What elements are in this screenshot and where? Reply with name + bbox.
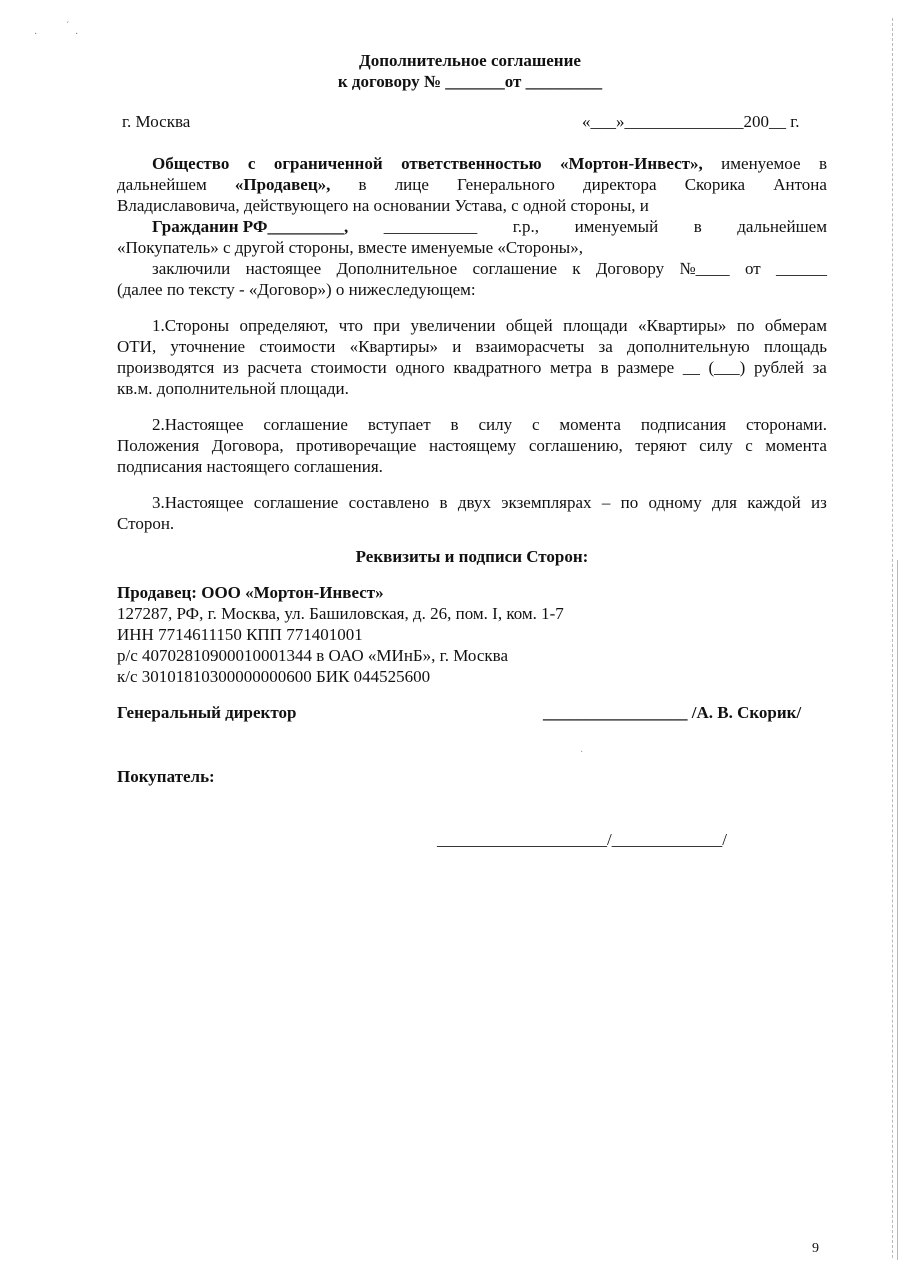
word: для <box>711 493 737 512</box>
seller-heading: Продавец: ООО «Мортон-Инвест» <box>117 583 384 602</box>
word: дальнейшем <box>117 175 207 194</box>
word: увеличении <box>410 316 496 335</box>
word: производятся <box>117 358 215 377</box>
word: одного <box>395 358 445 377</box>
clause-3-line-2: Сторон. <box>117 514 175 533</box>
clause-1-line-3 <box>117 357 827 378</box>
word: силу <box>478 415 513 434</box>
city: г. Москва <box>122 112 191 131</box>
scan-speck: · <box>75 29 79 40</box>
word: стоимости <box>310 358 387 377</box>
concluded-line-1 <box>152 258 827 279</box>
parties-line-1 <box>152 153 827 174</box>
word: с <box>745 436 753 455</box>
word: ограниченной <box>273 154 383 173</box>
word: квадратного <box>453 358 542 377</box>
word: составлено <box>348 493 430 512</box>
scan-edge-line <box>891 18 893 1258</box>
word: из <box>222 358 239 377</box>
parties-line-3: Владиславовича, действующего на основании Устава, с одной стороны, и <box>117 196 649 215</box>
word: Договора, <box>211 436 284 455</box>
word: 1.Стороны <box>152 316 230 335</box>
word: одному <box>648 493 702 512</box>
word: настоящему <box>428 436 517 455</box>
word: размере <box>617 358 675 377</box>
word: Положения <box>117 436 200 455</box>
word: метра <box>549 358 592 377</box>
word: вступает <box>367 415 431 434</box>
word: момента <box>765 436 827 455</box>
word: за <box>812 358 827 377</box>
seller-address: 127287, РФ, г. Москва, ул. Башиловская, д. 26, пом. I, ком. 1-7 <box>117 604 564 623</box>
agreement-date: «___»______________200__ г. <box>582 112 800 131</box>
buyer-citizen: Гражданин РФ_________, <box>152 217 349 236</box>
word: в <box>693 217 702 236</box>
word: силу <box>699 436 733 455</box>
word: рублей <box>754 358 804 377</box>
concluded-line-2: (далее по тексту - «Договор») о нижеследующем: <box>117 280 476 299</box>
word: соглашение <box>472 259 557 278</box>
word: Генерального <box>457 175 555 194</box>
scan-speck: · <box>34 29 38 40</box>
word: лице <box>394 175 429 194</box>
word: соглашение <box>253 493 339 512</box>
word: общей <box>505 316 553 335</box>
word: в <box>439 493 448 512</box>
word: и <box>452 337 462 356</box>
word: соглашение <box>263 415 348 434</box>
word: ОТИ, <box>117 337 157 356</box>
word: при <box>373 316 401 335</box>
word: противоречащие <box>296 436 417 455</box>
word: 3.Настоящее <box>152 493 244 512</box>
seller-inn-kpp: ИНН 7714611150 КПП 771401001 <box>117 625 363 644</box>
word: что <box>338 316 363 335</box>
scan-edge-line-right <box>897 560 898 1260</box>
blank-field: (___) <box>708 358 746 377</box>
word: директора <box>582 175 657 194</box>
word: заключили <box>152 259 231 278</box>
buyer-signature-line: ____________________/_____________/ <box>437 830 727 849</box>
clause-2-line-1 <box>152 414 827 435</box>
buyer-line-2 <box>117 237 583 258</box>
word: Дополнительное <box>336 259 458 278</box>
blank-field: ___________ <box>383 217 478 236</box>
word: за <box>598 337 613 356</box>
word: сторонами. <box>746 415 827 434</box>
word: теряют <box>635 436 687 455</box>
seller-term: «Продавец», <box>234 175 331 194</box>
word: к <box>572 259 581 278</box>
word: каждой <box>747 493 801 512</box>
word: соглашению, <box>528 436 623 455</box>
word: в <box>600 358 609 377</box>
clause-3-line-1 <box>152 492 827 513</box>
seller-account: р/с 40702810900010001344 в ОАО «МИнБ», г. Москва <box>117 646 509 665</box>
word: по <box>736 316 755 335</box>
word: момента <box>559 415 621 434</box>
clause-2-line-2 <box>117 435 827 456</box>
word: двух <box>457 493 491 512</box>
document-title: Дополнительное соглашение <box>359 51 581 70</box>
word: с <box>247 154 256 173</box>
word: от <box>744 259 761 278</box>
clause-2-line-3: подписания настоящего соглашения. <box>117 457 383 476</box>
word: стоимости <box>259 337 336 356</box>
parties-line-2 <box>117 174 827 195</box>
word: дополнительную <box>626 337 750 356</box>
word: Договору <box>595 259 665 278</box>
word: в <box>358 175 367 194</box>
word: ______ <box>775 259 827 278</box>
word: уточнение <box>170 337 246 356</box>
blank-field: __ <box>682 358 700 377</box>
word: дальнейшем <box>737 217 827 236</box>
page-number: 9 <box>812 1241 819 1256</box>
word: 2.Настоящее <box>152 415 244 434</box>
word: площадь <box>763 337 827 356</box>
buyer-line-1 <box>152 216 827 237</box>
word: «Квартиры» <box>638 316 727 335</box>
word: экземплярах <box>501 493 592 512</box>
clause-1-line-1 <box>152 315 827 336</box>
word: по <box>620 493 639 512</box>
word: именуемый <box>574 217 659 236</box>
scan-speck: · <box>580 747 584 758</box>
word: подписания <box>640 415 727 434</box>
director-label: Генеральный директор <box>117 703 297 722</box>
company-name: «Мортон-Инвест», <box>560 154 703 173</box>
word: с <box>531 415 540 434</box>
director-signature-line: _________________ /А. В. Скорик/ <box>543 703 802 722</box>
word: «Квартиры» <box>349 337 438 356</box>
word: Скорика <box>684 175 746 194</box>
word: в <box>450 415 459 434</box>
clause-1-line-2 <box>117 336 827 357</box>
word: Антона <box>773 175 827 194</box>
word: – <box>601 493 611 512</box>
requisites-heading: Реквизиты и подписи Сторон: <box>355 547 589 566</box>
word: взаиморасчеты <box>475 337 585 356</box>
document-subtitle: к договору № _______от _________ <box>337 72 603 91</box>
word: настоящее <box>245 259 322 278</box>
word: площади <box>563 316 628 335</box>
word: г.р., <box>512 217 540 236</box>
word: расчета <box>247 358 302 377</box>
word: в <box>818 154 827 173</box>
word: ответственностью <box>401 154 542 173</box>
buyer-line-2-text: «Покупатель» с другой стороны, вместе именуемые «Стороны», <box>117 238 583 257</box>
word: Обществo <box>152 154 230 173</box>
word: обмерам <box>764 316 827 335</box>
word: №____ <box>679 259 730 278</box>
seller-corr-account: к/с 30101810300000000600 БИК 044525600 <box>117 667 431 686</box>
word: именуемое <box>721 154 801 173</box>
clause-1-line-4: кв.м. дополнительной площади. <box>117 379 349 398</box>
word: из <box>811 493 827 512</box>
buyer-label: Покупатель: <box>117 767 215 786</box>
word: определяют, <box>239 316 329 335</box>
scan-speck: ˊ <box>66 21 70 32</box>
